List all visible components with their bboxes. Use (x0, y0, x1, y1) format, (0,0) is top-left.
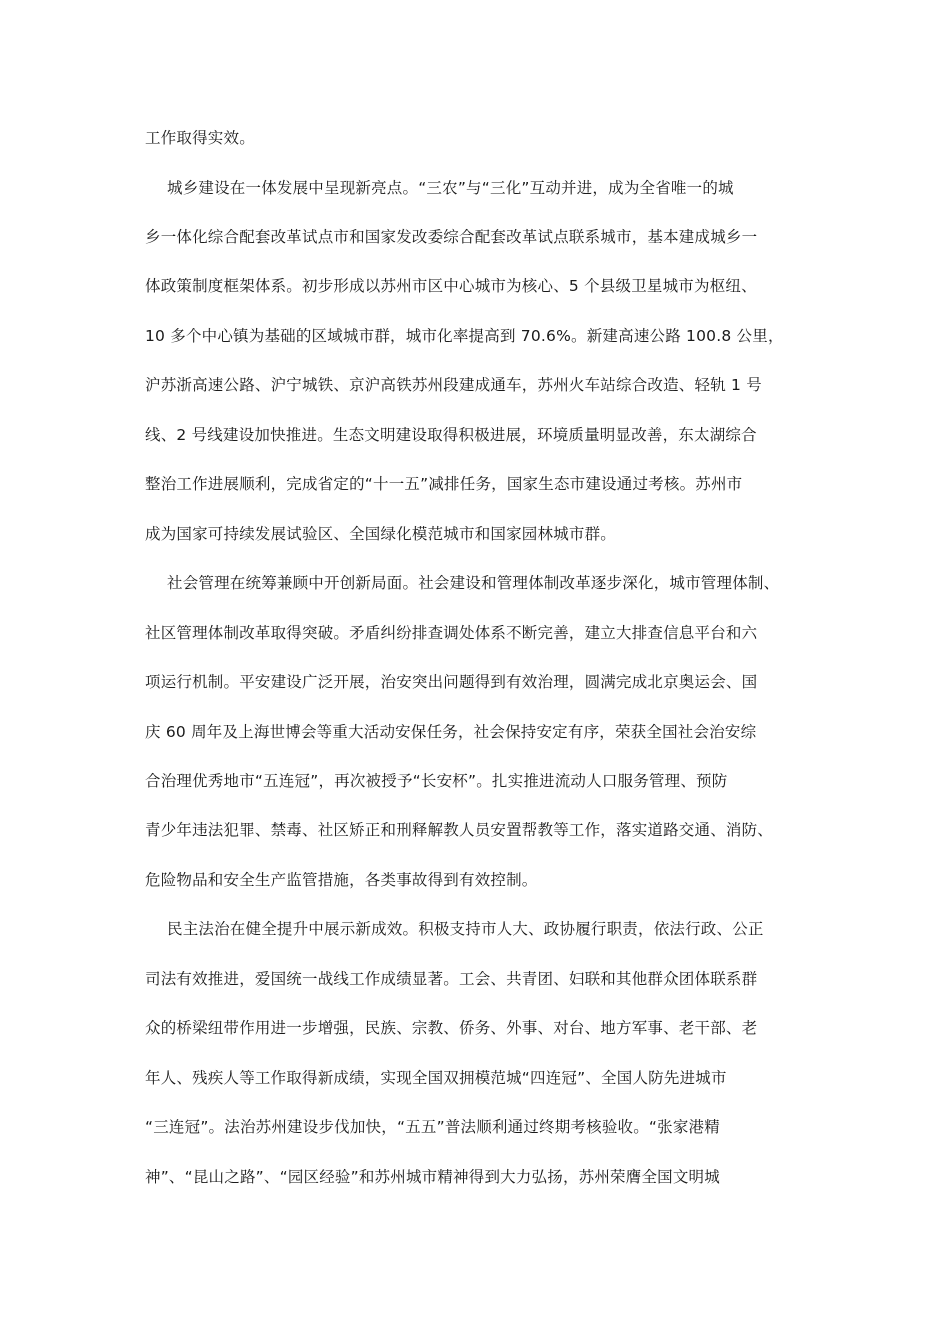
text-line: 青少年违法犯罪、禁毒、社区矫正和刑释解教人员安置帮教等工作，落实道路交通、消防、 (145, 821, 774, 839)
text-line: 乡一体化综合配套改革试点市和国家发改委综合配套改革试点联系城市，基本建成城乡一 (145, 228, 758, 246)
text-line: 危险物品和安全生产监管措施，各类事故得到有效控制。 (145, 871, 538, 889)
text-line: 年人、残疾人等工作取得新成绩，实现全国双拥模范城“四连冠”、全国人防先进城市 (145, 1069, 727, 1087)
text-line: “三连冠”。法治苏州建设步伐加快，“五五”普法顺利通过终期考核验收。“张家港精 (145, 1118, 720, 1136)
text-line: 整治工作进展顺利，完成省定的“十一五”减排任务，国家生态市建设通过考核。苏州市 (145, 475, 743, 493)
text-line: 社区管理体制改革取得突破。矛盾纠纷排查调处体系不断完善，建立大排查信息平台和六 (145, 624, 758, 642)
text-line: 成为国家可持续发展试验区、全国绿化模范城市和国家园林城市群。 (145, 525, 617, 543)
text-line: 沪苏浙高速公路、沪宁城铁、京沪高铁苏州段建成通车，苏州火车站综合改造、轻轨 1 号 (145, 376, 762, 394)
text-line: 众的桥梁纽带作用进一步增强，民族、宗教、侨务、外事、对台、地方军事、老干部、老 (145, 1019, 758, 1037)
paragraph-start-urban-rural: 城乡建设在一体发展中呈现新亮点。“三农”与“三化”互动并进，成为全省唯一的城 (167, 179, 734, 197)
text-line: 线、2 号线建设加快推进。生态文明建设取得积极进展，环境质量明显改善，东太湖综合 (145, 426, 757, 444)
text-line: 体政策制度框架体系。初步形成以苏州市区中心城市为核心、5 个县级卫星城市为枢纽、 (145, 277, 757, 295)
text-line: 司法有效推进，爱国统一战线工作成绩显著。工会、共青团、妇联和其他群众团体联系群 (145, 970, 758, 988)
text-line: 项运行机制。平安建设广泛开展，治安突出问题得到有效治理，圆满完成北京奥运会、国 (145, 673, 758, 691)
text-line: 神”、“昆山之路”、“园区经验”和苏州城市精神得到大力弘扬，苏州荣膺全国文明城 (145, 1168, 720, 1186)
paragraph-start-democracy-law: 民主法治在健全提升中展示新成效。积极支持市人大、政协履行职责，依法行政、公正 (167, 920, 764, 938)
paragraph-start-social-management: 社会管理在统筹兼顾中开创新局面。社会建设和管理体制改革逐步深化，城市管理体制、 (167, 574, 780, 592)
text-line: 庆 60 周年及上海世博会等重大活动安保任务，社会保持安定有序，荣获全国社会治安综 (145, 723, 757, 741)
text-line: 工作取得实效。 (145, 129, 255, 147)
text-line: 10 多个中心镇为基础的区域城市群，城市化率提高到 70.6%。新建高速公路 100.8 公里， (145, 327, 784, 345)
text-line: 合治理优秀地市“五连冠”，再次被授予“长安杯”。扎实推进流动人口服务管理、预防 (145, 772, 728, 790)
